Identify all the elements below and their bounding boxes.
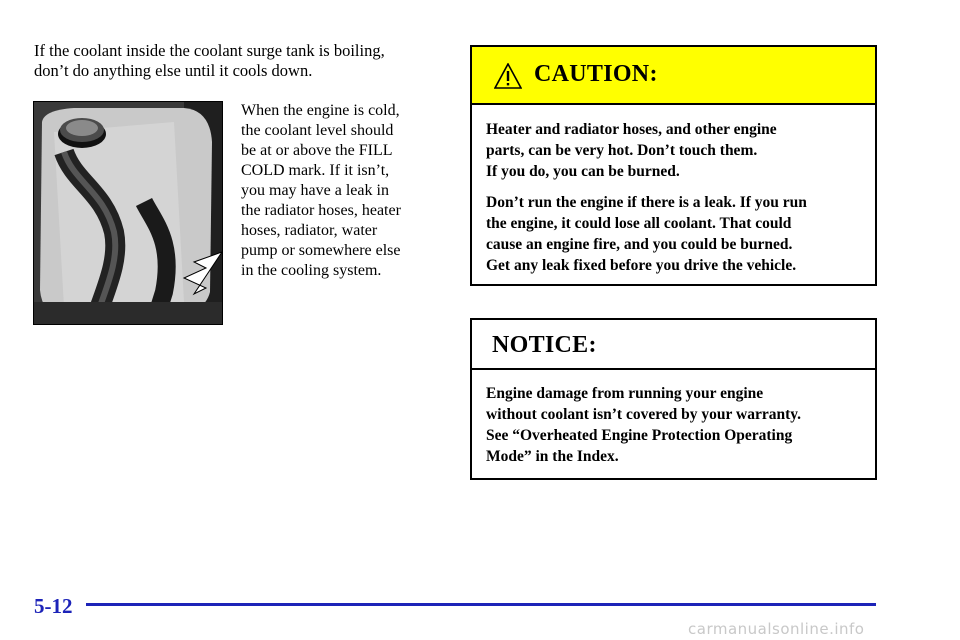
side-text-line: the coolant level should — [241, 122, 394, 139]
caution-line: Get any leak fixed before you drive the vehicle. — [486, 257, 797, 274]
caution-line: parts, can be very hot. Don’t touch them. — [486, 142, 758, 159]
coolant-level-text — [241, 101, 431, 281]
side-text-line: COLD mark. If it isn’t, — [241, 162, 390, 179]
caution-line: cause an engine fire, and you could be burned. — [486, 236, 793, 253]
side-text-line: you may have a leak in — [241, 182, 389, 199]
notice-body — [472, 370, 875, 467]
watermark: carmanualsonline.info — [688, 620, 865, 638]
intro-line: If the coolant inside the coolant surge tank is boiling, — [34, 41, 385, 60]
side-text-line: be at or above the FILL — [241, 142, 393, 159]
caution-body — [472, 105, 875, 276]
warning-triangle-icon — [494, 63, 522, 89]
caution-line: If you do, you can be burned. — [486, 163, 680, 180]
caution-title: CAUTION: — [534, 61, 658, 87]
notice-box — [470, 318, 877, 480]
caution-line: the engine, it could lose all coolant. That could — [486, 215, 792, 232]
notice-header — [472, 320, 875, 370]
notice-paragraph — [486, 383, 861, 467]
intro-paragraph — [34, 41, 434, 81]
caution-line: Don’t run the engine if there is a leak. If you run — [486, 194, 807, 211]
caution-header — [472, 47, 875, 105]
notice-line: See “Overheated Engine Protection Operating — [486, 427, 793, 444]
side-text-line: When the engine is cold, — [241, 102, 400, 119]
coolant-tank-photo — [33, 101, 223, 325]
intro-line: don’t do anything else until it cools down. — [34, 61, 313, 80]
caution-line: Heater and radiator hoses, and other engine — [486, 121, 777, 138]
side-text-line: pump or somewhere else — [241, 242, 401, 259]
caution-paragraph — [486, 119, 861, 182]
caution-paragraph — [486, 192, 861, 276]
page-number: 5-12 — [34, 594, 73, 618]
notice-line: Engine damage from running your engine — [486, 385, 764, 402]
notice-title: NOTICE: — [492, 332, 597, 358]
notice-line: without coolant isn’t covered by your warranty. — [486, 406, 802, 423]
side-text-line: the radiator hoses, heater — [241, 202, 401, 219]
caution-box — [470, 45, 877, 286]
footer-rule — [86, 603, 876, 606]
notice-line: Mode” in the Index. — [486, 448, 619, 465]
side-text-line: hoses, radiator, water — [241, 222, 378, 239]
side-text-line: in the cooling system. — [241, 262, 382, 279]
